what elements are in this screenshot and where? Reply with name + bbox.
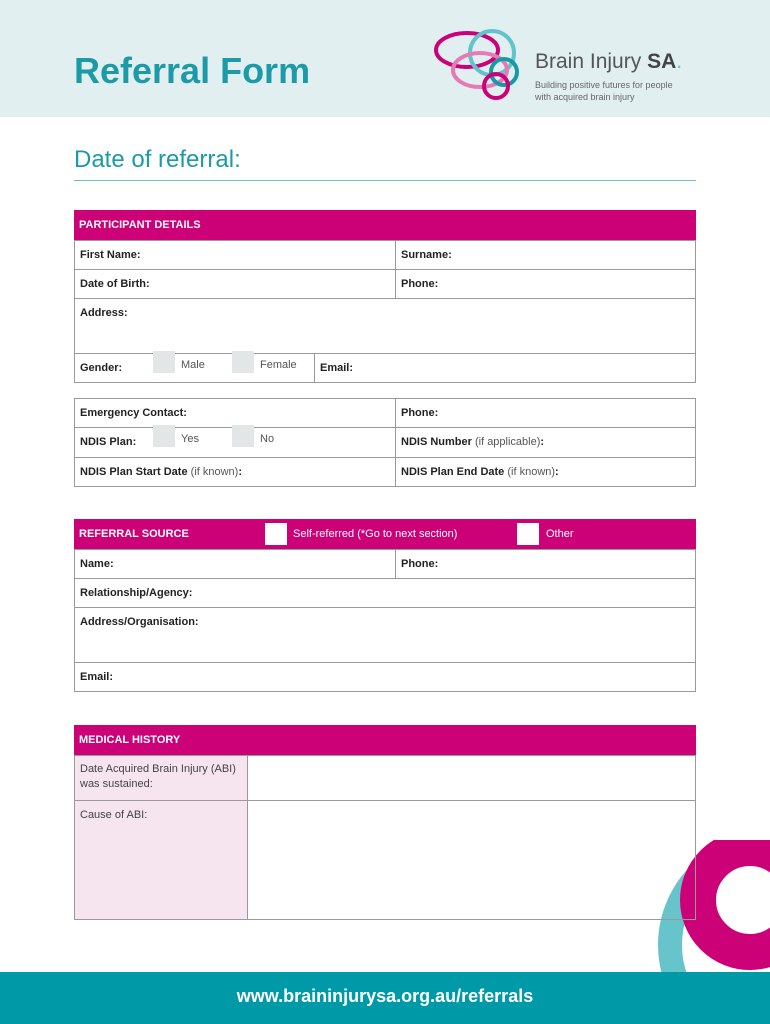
date-abi-field[interactable] <box>247 755 696 801</box>
surname-field[interactable]: Surname: <box>395 240 696 270</box>
first-name-field[interactable]: First Name: <box>74 240 396 270</box>
referrer-phone-field[interactable]: Phone: <box>395 549 696 579</box>
brand-tagline: Building positive futures for people with acquired brain injury <box>535 80 673 102</box>
page-title: Referral Form <box>74 50 311 91</box>
email-field[interactable]: Email: <box>314 353 696 383</box>
male-checkbox[interactable] <box>153 351 175 373</box>
other-checkbox[interactable] <box>517 523 539 545</box>
brand-name: Brain Injury SA. <box>535 50 683 73</box>
self-referred-label: Self-referred (*Go to next section) <box>293 528 458 540</box>
emergency-contact-field[interactable]: Emergency Contact: <box>74 398 396 428</box>
ndis-start-date-field[interactable]: NDIS Plan Start Date (if known): <box>74 457 396 487</box>
brain-injury-sa-logo <box>432 28 532 110</box>
emergency-phone-field[interactable]: Phone: <box>395 398 696 428</box>
date-of-referral-field[interactable] <box>74 180 696 181</box>
referrer-name-field[interactable]: Name: <box>74 549 396 579</box>
ndis-no-checkbox[interactable] <box>232 425 254 447</box>
female-checkbox[interactable] <box>232 351 254 373</box>
ndis-plan-row: NDIS Plan: Yes No <box>74 427 396 458</box>
ndis-end-date-field[interactable]: NDIS Plan End Date (if known): <box>395 457 696 487</box>
gender-row: Gender: Male Female <box>74 353 315 383</box>
phone-field[interactable]: Phone: <box>395 269 696 299</box>
footer-url[interactable]: www.braininjurysa.org.au/referrals <box>0 972 770 1024</box>
cause-abi-label: Cause of ABI: <box>74 800 248 920</box>
date-abi-label: Date Acquired Brain Injury (ABI) was sustained: <box>74 755 248 801</box>
self-referred-checkbox[interactable] <box>265 523 287 545</box>
medical-history-heading: MEDICAL HISTORY <box>74 725 696 755</box>
participant-details-heading: PARTICIPANT DETAILS <box>74 210 696 240</box>
dob-field[interactable]: Date of Birth: <box>74 269 396 299</box>
organisation-field[interactable]: Address/Organisation: <box>74 607 696 663</box>
relationship-field[interactable]: Relationship/Agency: <box>74 578 696 608</box>
other-label: Other <box>546 528 574 540</box>
ndis-yes-checkbox[interactable] <box>153 425 175 447</box>
referrer-email-field[interactable]: Email: <box>74 662 696 692</box>
address-field[interactable]: Address: <box>74 298 696 354</box>
referral-source-heading: REFERRAL SOURCE <box>74 519 696 549</box>
date-of-referral-label: Date of referral: <box>74 146 241 173</box>
cause-abi-field[interactable] <box>247 800 696 920</box>
ndis-number-field[interactable]: NDIS Number (if applicable): <box>395 427 696 458</box>
